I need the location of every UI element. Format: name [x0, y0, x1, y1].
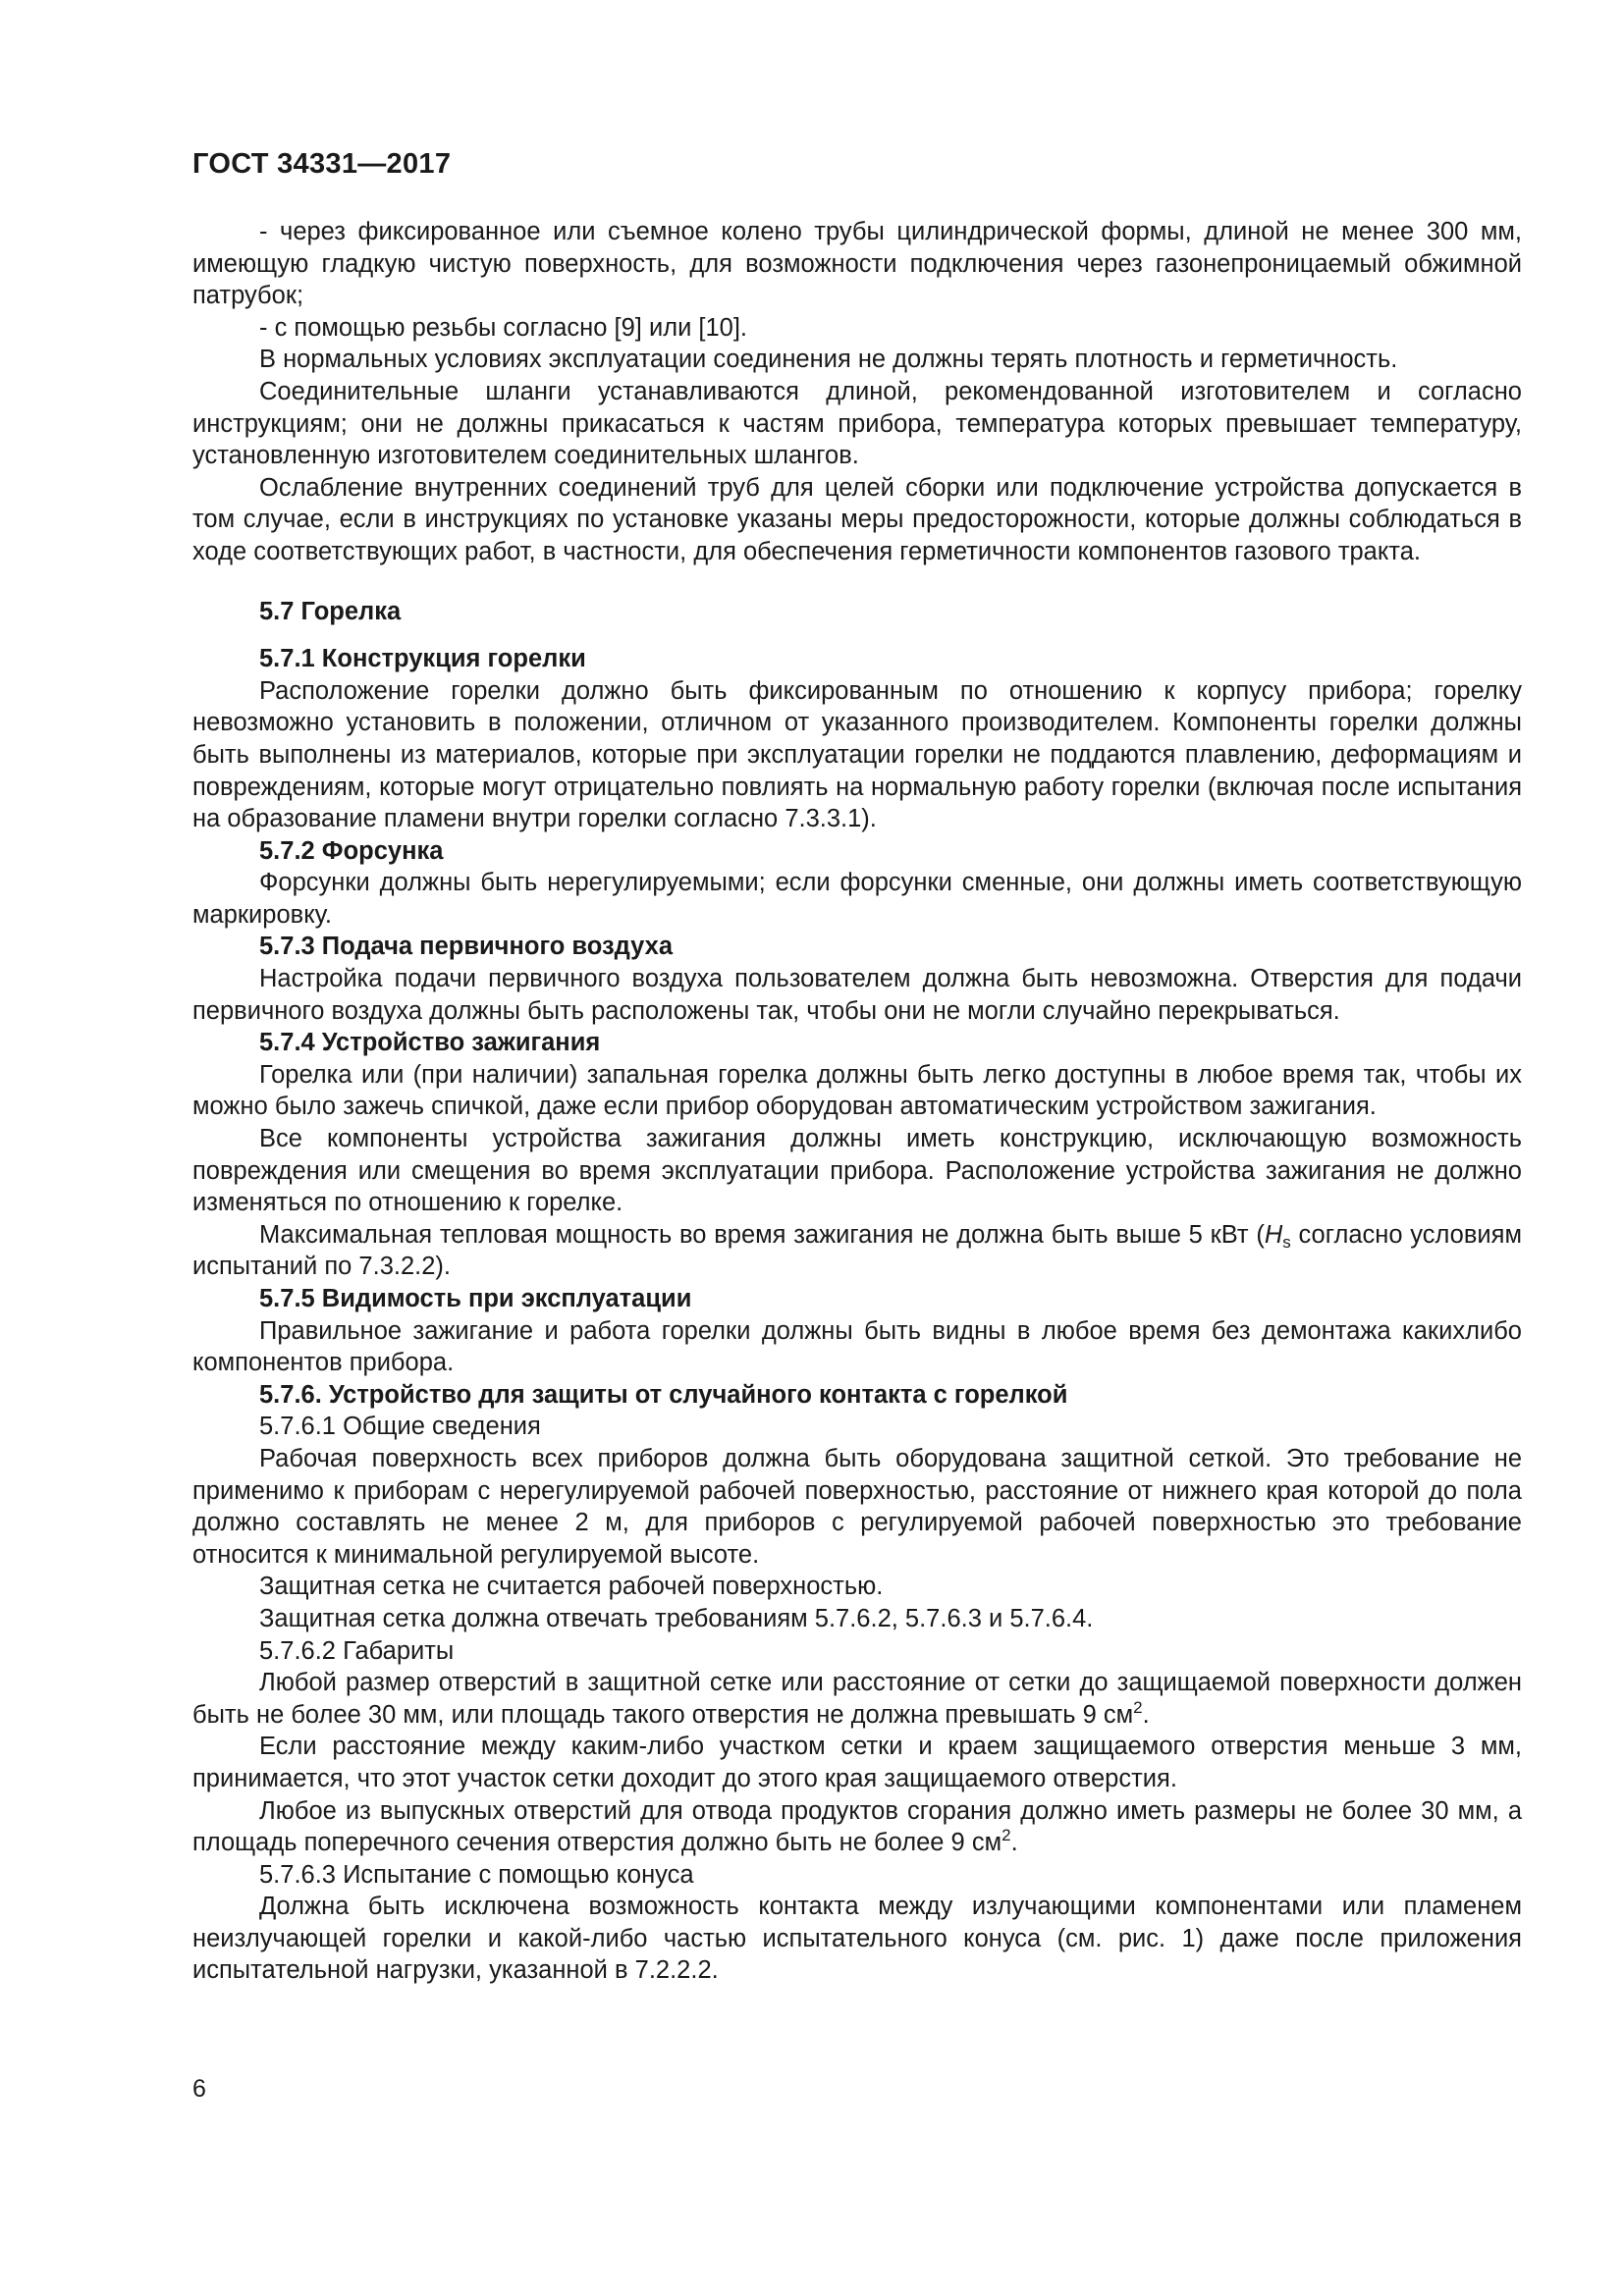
paragraph-5-7-6-1-b: Защитная сетка не считается рабочей поверхностью.: [259, 1573, 884, 1601]
section-heading-5-7-1: 5.7.1 Конструкция горелки: [259, 645, 586, 673]
paragraph-5-7-6-1-c: Защитная сетка должна отвечать требованиям 5.7.6.2, 5.7.6.3 и 5.7.6.4.: [259, 1604, 1094, 1632]
subsection-heading-5-7-6-2: 5.7.6.2 Габариты: [259, 1636, 455, 1665]
section-heading-5-7-2: 5.7.2 Форсунка: [259, 836, 444, 865]
subsection-heading-5-7-6-3: 5.7.6.3 Испытание с помощью конуса: [259, 1860, 694, 1889]
paragraph-5-7-6-2-b: Если расстояние между каким-либо участком сетки и краем защищаемого отверстия меньше 3 мм, принимается, что этот участок сетки доходит до этого края защищаемого отверстия.: [192, 1733, 1522, 1792]
document-body: [192, 216, 1522, 1987]
document-page: [192, 147, 1522, 1987]
subsection-heading-5-7-6-1: 5.7.6.1 Общие сведения: [259, 1413, 541, 1441]
section-heading-5-7-3: 5.7.3 Подача первичного воздуха: [259, 933, 674, 961]
section-heading-5-7-5: 5.7.5 Видимость при эксплуатации: [259, 1285, 692, 1312]
paragraph-5-7-6-2-c: Любое из выпускных отверстий для отвода продуктов сгорания должно иметь размеры не более 30 мм, а площадь поперечного сечения отверстия должно быть не более 9 $см^2$.: [192, 1796, 1522, 1857]
section-heading-5-7-6: 5.7.6. Устройство для защиты от случайного контакта с горелкой: [259, 1380, 1068, 1409]
paragraph-5-7-4-b: Все компоненты устройства зажигания должны иметь конструкцию, исключающую возможность повреждения или смещения во время эксплуатации прибора. Расположение устройства зажигания не должно изменяться по отношению к горелке.: [192, 1125, 1522, 1217]
paragraph-5-7-4-a: Горелка или (при наличии) запальная горелка должны быть легко доступны в любое время так, чтобы их можно было зажечь спичкой, даже если прибор оборудован автоматическим устройством зажигания.: [192, 1060, 1522, 1121]
section-heading-5-7-4: 5.7.4 Устройство зажигания: [259, 1029, 601, 1057]
document-header: ГОСТ 34331—2017: [192, 148, 452, 180]
paragraph-tightness: В нормальных условиях эксплуатации соединения не должны терять плотность и герметичность.: [259, 346, 1398, 374]
paragraph-hoses: Соединительные шланги устанавливаются длиной, рекомендованной изготовителем и согласно инструкциям; они не должны прикасаться к частям прибора, температура которых превышает температуру, установленную изготовителем соединительных шлангов.: [192, 377, 1522, 470]
paragraph-5-7-3: Настройка подачи первичного воздуха пользователем должна быть невозможна. Отверстия для подачи первичного воздуха должны быть расположены так, чтобы они не могли случайно перекрываться.: [192, 965, 1522, 1025]
paragraph-5-7-1: Расположение горелки должно быть фиксированным по отношению к корпусу прибора; горелку невозможно установить в положении, отличном от указанного производителем. Компоненты горелки должны быть выполнены из материалов, которые при эксплуатации горелки не поддаются плавлению, деформациям и повреждениям, которые могут отрицательно повлиять на нормальную работу горелки (включая после испытания на образование пламени внутри горелки согласно 7.3.3.1).: [192, 676, 1522, 833]
paragraph-5-7-6-2-a: Любой размер отверстий в защитной сетке или расстояние от сетки до защищаемой поверхности должен быть не более 30 мм, или площадь такого отверстия не должна превышать 9 $см^2$.: [192, 1669, 1522, 1729]
paragraph-pipe-elbow: - через фиксированное или съемное колено трубы цилиндрической формы, длиной не менее 300 мм, имеющую гладкую чистую поверхность, для возможности подключения через газонепроницаемый обжимной патрубок;: [192, 218, 1522, 310]
paragraph-loosening: Ослабление внутренних соединений труб для целей сборки или подключение устройства допускается в том случае, если в инструкциях по установке указаны меры предосторожности, которые должны соблюдаться в ходе соответствующих работ, в частности, для обеспечения герметичности компонентов газового тракта.: [192, 473, 1522, 565]
section-heading-5-7: 5.7 Горелка: [259, 597, 402, 625]
paragraph-5-7-4-c: Максимальная тепловая мощность во время зажигания не должна быть выше 5 кВт ($H_s$ согласно условиям испытаний по 7.3.2.2).: [192, 1220, 1522, 1281]
paragraph-5-7-2: Форсунки должны быть нерегулируемыми; если форсунки сменные, они должны иметь соответствующую маркировку.: [192, 869, 1522, 929]
paragraph-5-7-6-3: Должна быть исключена возможность контакта между излучающими компонентами или пламенем неизлучающей горелки и какой-либо частью испытательного конуса (см. рис. 1) даже после приложения испытательной нагрузки, указанной в 7.2.2.2.: [192, 1893, 1522, 1985]
paragraph-thread: - с помощью резьбы согласно [9] или [10].: [259, 313, 748, 342]
paragraph-5-7-5: Правильное зажигание и работа горелки должны быть видны в любое время без демонтажа какихлибо компонентов прибора.: [192, 1316, 1522, 1377]
page-number: 6: [192, 2075, 206, 2103]
paragraph-5-7-6-1-a: Рабочая поверхность всех приборов должна быть оборудована защитной сеткой. Это требование не применимо к приборам с нерегулируемой рабочей поверхностью, расстояние от нижнего края которой до пола должно составлять не менее 2 м, для приборов с регулируемой рабочей поверхностью это требование относится к минимальной регулируемой высоте.: [192, 1444, 1522, 1569]
